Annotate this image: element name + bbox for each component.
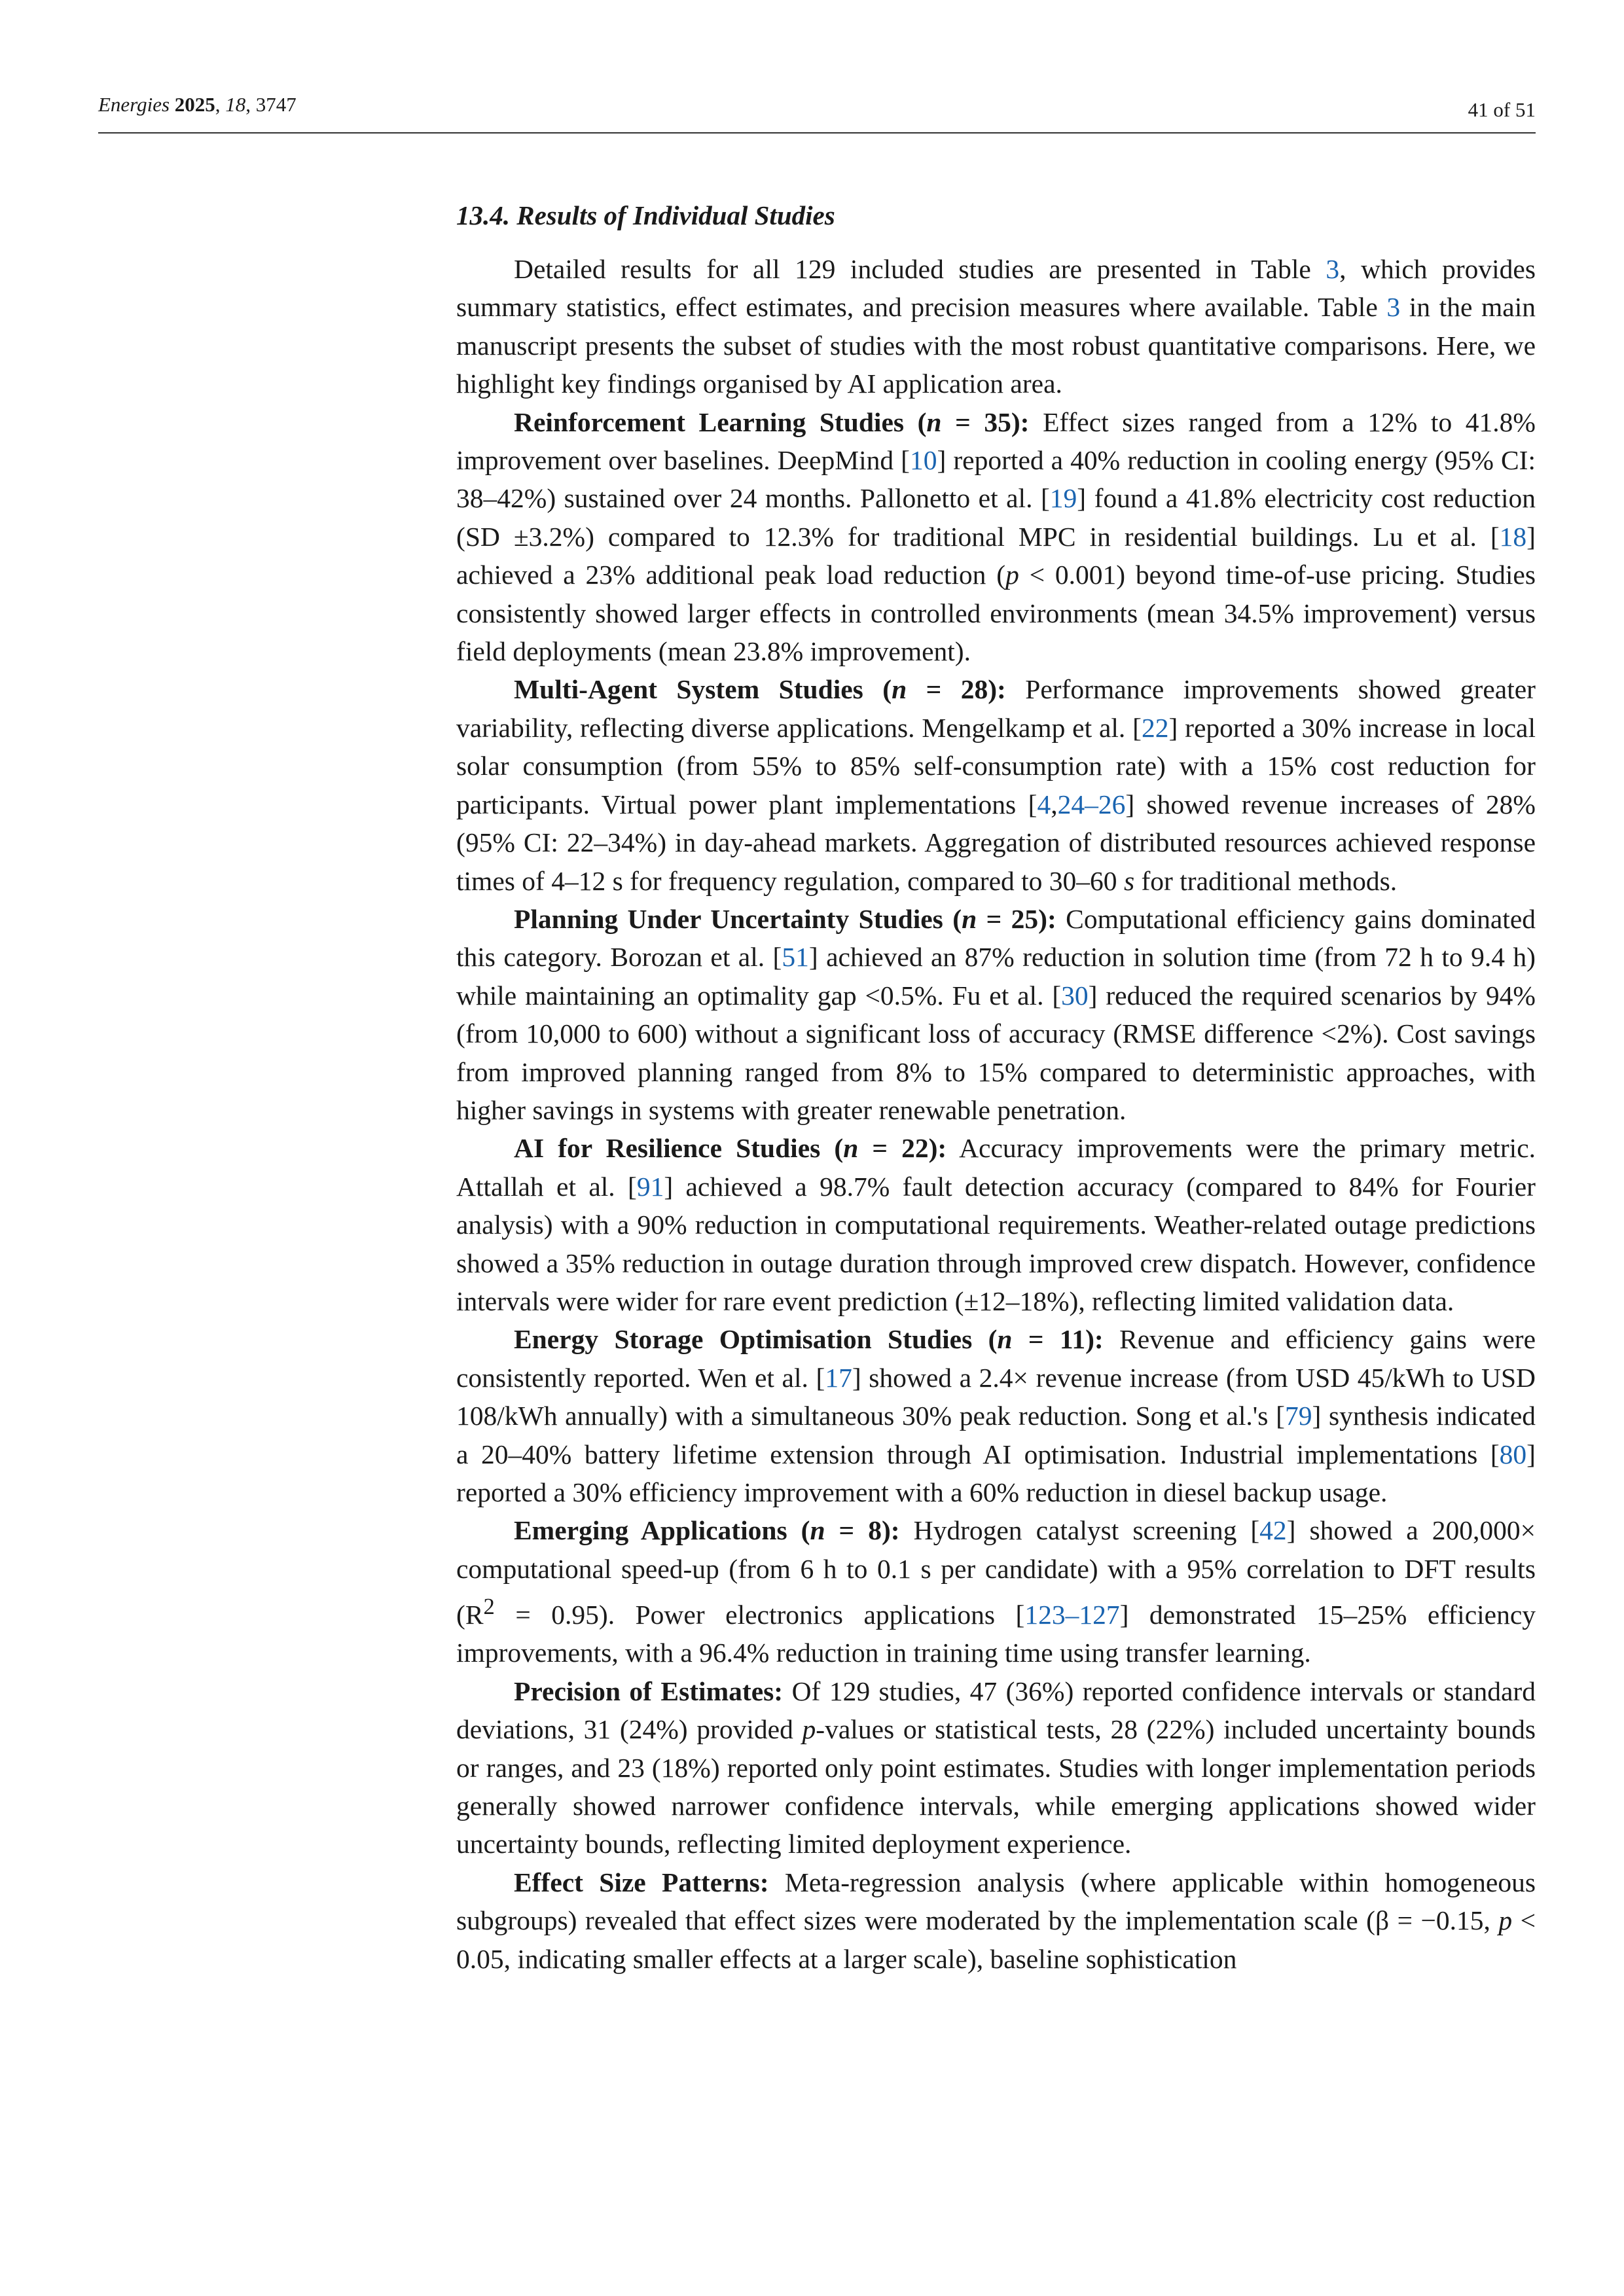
text-run: -values or statistical tests, 28 (22%) included uncertainty bounds or ranges, and 23 (18%) reported only point estimates. Studies with longer implementation periods generally showed narrower confidence intervals, while emerging applications showed wider uncertainty bounds, reflecting limited deployment experience.: [456, 1714, 1536, 1859]
main-content: [456, 196, 1536, 1978]
paragraph-effect-size: [456, 1863, 1536, 1978]
paragraph-heading: Effect Size Patterns:: [514, 1867, 769, 1897]
section-title: 13.4. Results of Individual Studies: [456, 200, 835, 230]
paragraph-heading: Precision of Estimates:: [514, 1676, 784, 1706]
italic-symbol: p: [1005, 560, 1019, 590]
text-run: Meta-regression analysis (where applicable within homogeneous subgroups) revealed that effect sizes were moderated by the implementation scale (β = −0.15,: [456, 1867, 1536, 1936]
citation-link[interactable]: 123: [1024, 1600, 1066, 1630]
text-run: ] found a 41.8% electricity cost reduction (SD ±3.2%) compared to 12.3% for traditional MPC in residential buildings. Lu et al. [: [456, 483, 1536, 552]
table-link[interactable]: 3: [1386, 292, 1401, 323]
journal-volume: 18: [225, 93, 246, 116]
text-run: Of 129 studies, 47 (36%) reported confidence intervals or standard deviations, 31 (24%) provided: [456, 1676, 1536, 1745]
citation-link[interactable]: 4: [1037, 789, 1051, 819]
text-run: Effect sizes ranged from a 12% to 41.8% improvement over baselines. DeepMind [: [456, 406, 1536, 476]
citation-link[interactable]: 91: [636, 1171, 664, 1202]
text-run: ] synthesis indicated a 20–40% battery lifetime extension through AI optimisation. Industrial implementations [: [456, 1401, 1536, 1469]
text-run: Computational efficiency gains dominated this category. Borozan et al. [: [456, 903, 1536, 973]
paragraph-heading: Reinforcement Learning Studies (n = 35):: [514, 406, 1030, 437]
paragraph-heading: Energy Storage Optimisation Studies (n = 11):: [514, 1324, 1104, 1355]
text-run: in the main manuscript presents the subset of studies with the most robust quantitative comparisons. Here, we highlight key findings organised by AI application area.: [456, 292, 1536, 399]
page-number: 41 of 51: [1468, 98, 1536, 121]
citation-link[interactable]: 80: [1499, 1439, 1527, 1469]
citation-link[interactable]: 30: [1061, 980, 1089, 1011]
text-run: < 0.001) beyond time-of-use pricing. Studies consistently showed larger effects in controlled environments (mean 34.5% improvement) versus field deployments (mean 23.8% improvement).: [456, 560, 1536, 667]
paragraph-heading: AI for Resilience Studies (n = 22):: [514, 1133, 947, 1164]
citation-link[interactable]: 17: [825, 1362, 852, 1393]
text-run: , which provides summary statistics, effect estimates, and precision measures where available. Table: [456, 254, 1536, 323]
citation-link[interactable]: 42: [1259, 1515, 1287, 1546]
text-run: ] achieved a 23% additional peak load reduction (: [456, 521, 1536, 590]
text-run: ] reported a 40% reduction in cooling energy (95% CI: 38–42%) sustained over 24 months. Pallonetto et al. [: [456, 445, 1536, 514]
italic-symbol: p: [802, 1714, 816, 1745]
paragraph-heading: Planning Under Uncertainty Studies (n = 25):: [514, 903, 1056, 934]
text-run: Accuracy improvements were the primary metric. Attallah et al. [: [456, 1133, 1536, 1202]
citation-link[interactable]: 19: [1049, 483, 1077, 514]
journal-year: 2025: [174, 93, 215, 116]
journal-name: Energies: [98, 93, 170, 116]
citation-link[interactable]: 51: [782, 942, 809, 973]
italic-symbol: p: [1498, 1905, 1513, 1936]
text-run: ] reduced the required scenarios by 94% (from 10,000 to 600) without a significant loss of accuracy (RMSE difference <2%). Cost savings from improved planning ranged from 8% to 15% compared to deterministic approaches, with higher savings in systems with greater renewable penetration.: [456, 980, 1536, 1125]
text-run: ] showed revenue increases of 28% (95% CI: 22–34%) in day-ahead markets. Aggregation of distributed resources achieved response times of 4–12 s for frequency regulation, compared to 30–60: [456, 789, 1536, 896]
paragraph-intro: [456, 250, 1536, 403]
text-run: = 0.95). Power electronics applications [: [494, 1600, 1025, 1630]
citation-link[interactable]: 24: [1057, 789, 1085, 819]
paragraph-emerging: Emerging Applications (n = 8): Hydrogen catalyst screening [42] showed a 200,000× computational speed-up (from 6 h to 0.1 s per candidate) with a 95% correlation to DFT results $(R^2 = 0.95)$. Power electronics applications [123–127] demonstrated 15–25% efficiency improvements, with a 96.4% reduction in training time using transfer learning.: [456, 1515, 1536, 1668]
journal-citation: Energies 2025, 18, 3747: [98, 93, 297, 116]
text-run: ] reported a 30% efficiency improvement with a 60% reduction in diesel backup usage.: [456, 1439, 1536, 1507]
citation-link[interactable]: 26: [1098, 789, 1126, 819]
text-run: Performance improvements showed greater variability, reflecting diverse applications. Mengelkamp et al. [: [456, 674, 1536, 743]
citation-link[interactable]: 10: [910, 445, 937, 476]
text-run: ] demonstrated 15–25% efficiency improvements, with a 96.4% reduction in training time using transfer learning.: [456, 1600, 1536, 1668]
paragraph-multi-agent: Multi-Agent System Studies (n = 28): Performance improvements showed greater variability, reflecting diverse applications. Mengelkamp et al. [22] reported a 30% increase in local solar consumption (from 55% to 85% self-consumption rate) with a 15% cost reduction for participants. Virtual power plant implementations [4,24–26] showed revenue increases of 28% (95% CI: 22–34%) in day-ahead markets. Aggregation of distributed resources achieved response times of 4–12 s for frequency regulation, compared to 30–60 s for traditional methods.: [456, 674, 1536, 896]
paragraph-reinforcement-learning: [456, 403, 1536, 671]
paragraph-energy-storage: [456, 1320, 1536, 1511]
text-run: < 0.05, indicating smaller effects at a larger scale), baseline sophistication: [456, 1905, 1536, 1974]
text-run: Detailed results for all 129 included studies are presented in Table: [514, 254, 1326, 284]
paragraph-heading: Multi-Agent System Studies (n = 28):: [514, 674, 1006, 705]
citation-link[interactable]: 18: [1499, 521, 1527, 552]
citation-link[interactable]: 127: [1079, 1600, 1120, 1630]
text-run: ] showed a 200,000× computational speed-up (from 6 h to 0.1 s per candidate) with a 95% correlation to DFT results (R: [456, 1515, 1536, 1630]
citation-link[interactable]: 22: [1141, 712, 1169, 743]
page-header: [98, 93, 1536, 134]
text-run: ] achieved a 98.7% fault detection accuracy (compared to 84% for Fourier analysis) with a 90% reduction in computational requirements. Weather-related outage predictions showed a 35% reduction in outage duration through improved crew dispatch. However, confidence intervals were wider for rare event prediction (±12–18%), reflecting limited validation data.: [456, 1171, 1536, 1316]
italic-symbol: s: [1123, 865, 1135, 896]
table-link[interactable]: 3: [1326, 254, 1340, 284]
text-run: ] reported a 30% increase in local solar consumption (from 55% to 85% self-consumption rate) with a 15% cost reduction for participants. Virtual power plant implementations [: [456, 712, 1536, 819]
text-run: for traditional methods.: [1134, 865, 1398, 896]
paragraph-heading: Emerging Applications (n = 8):: [514, 1515, 900, 1546]
text-run: ] achieved an 87% reduction in solution time (from 72 h to 9.4 h) while maintaining an optimality gap <0.5%. Fu et al. [: [456, 942, 1536, 1011]
article-number: 3747: [255, 93, 297, 116]
citation-link[interactable]: 79: [1284, 1401, 1312, 1431]
paragraph-planning-uncertainty: [456, 900, 1536, 1129]
text-run: Hydrogen catalyst screening [: [899, 1515, 1260, 1546]
text-run: ] showed a 2.4× revenue increase (from USD 45/kWh to USD 108/kWh annually) with a simultaneous 30% peak reduction. Song et al.'s [: [456, 1362, 1536, 1431]
superscript: 2: [483, 1594, 495, 1620]
paragraph-resilience: [456, 1129, 1536, 1320]
paragraph-precision: [456, 1672, 1536, 1863]
text-run: Revenue and efficiency gains were consistently reported. Wen et al. [: [456, 1324, 1536, 1393]
